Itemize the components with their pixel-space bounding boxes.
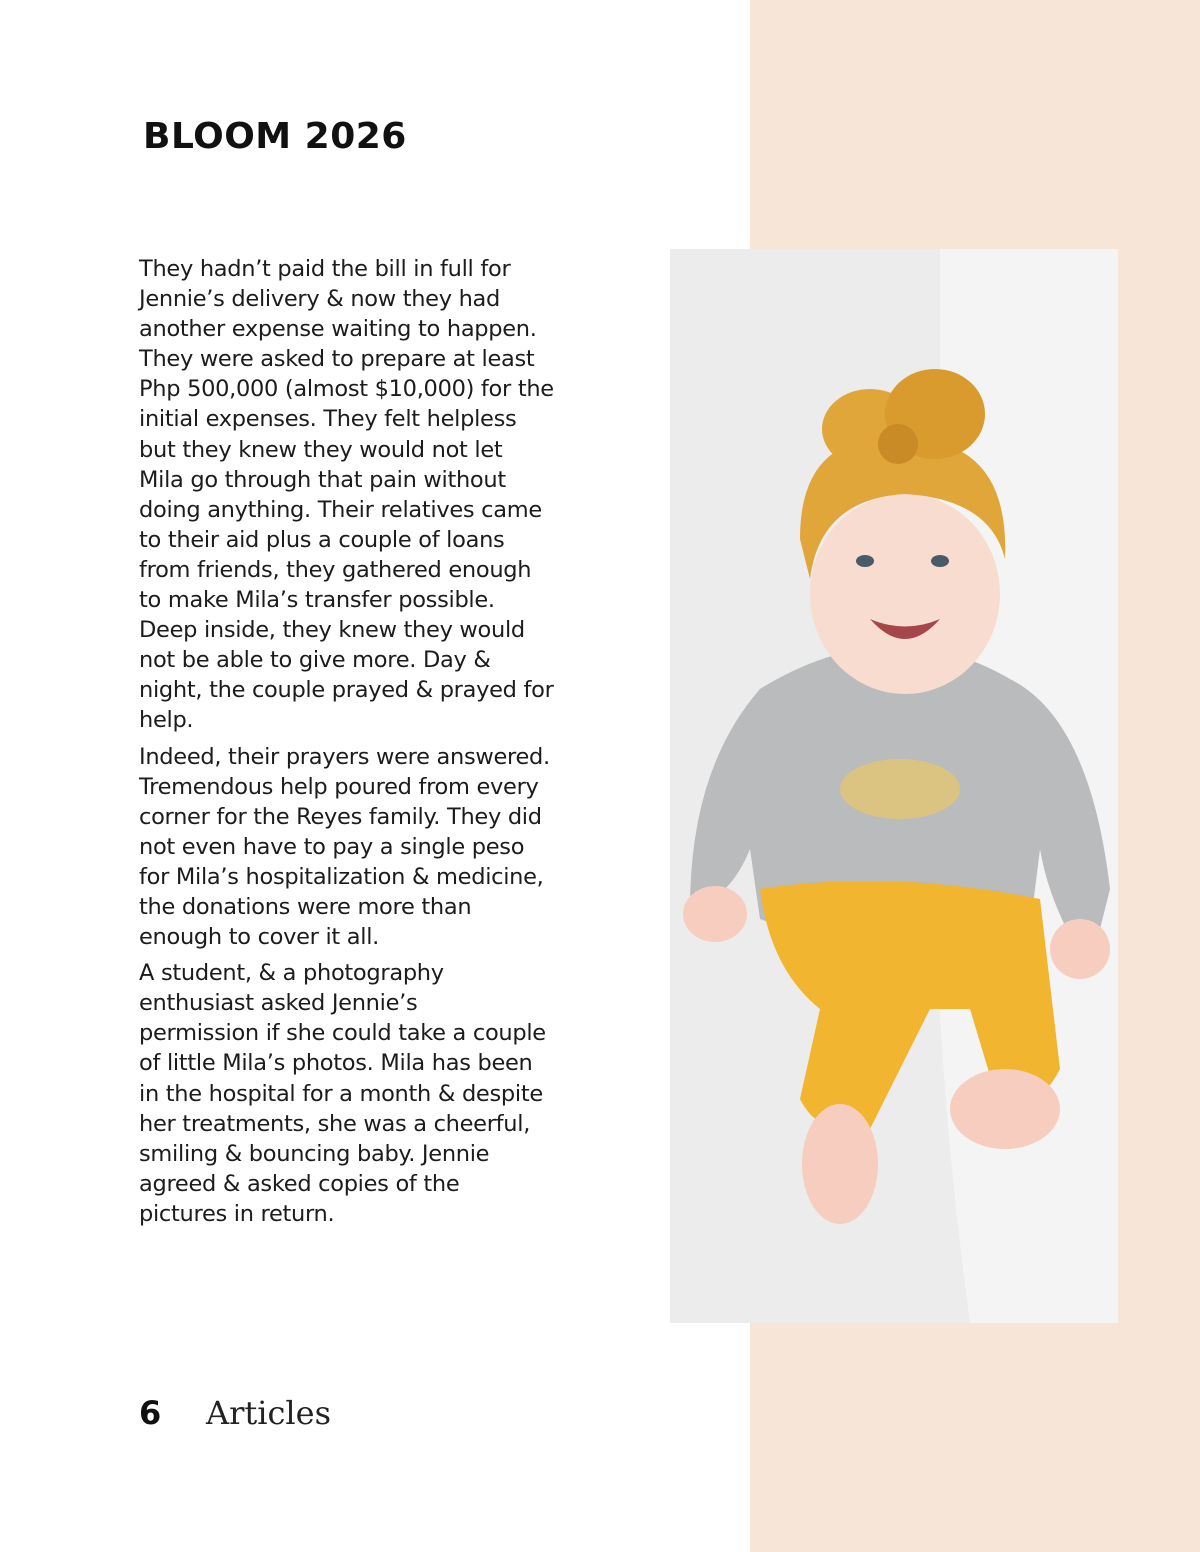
text-line: Php 500,000 (almost $10,000) for the <box>139 376 554 403</box>
text-line: enough to cover it all. <box>139 924 380 951</box>
text-line: corner for the Reyes family. They did <box>139 803 542 830</box>
text-line: pictures in return. <box>139 1200 335 1227</box>
text-line: for Mila’s hospitalization & medicine, <box>139 863 544 890</box>
text-line: agreed & asked copies of the <box>139 1170 460 1197</box>
paragraph-1 <box>139 254 619 736</box>
text-line: night, the couple prayed & prayed for <box>139 677 554 704</box>
paragraph-3 <box>139 958 619 1229</box>
text-line: permission if she could take a couple <box>139 1020 546 1047</box>
text-line: not even have to pay a single peso <box>139 833 525 860</box>
text-line: not be able to give more. Day & <box>139 647 491 674</box>
text-line: Tremendous help poured from every <box>139 773 539 800</box>
text-line: in the hospital for a month & despite <box>139 1080 543 1107</box>
text-line: Deep inside, they knew they would <box>139 617 525 644</box>
paragraph-2 <box>139 742 619 953</box>
text-line: of little Mila’s photos. Mila has been <box>139 1050 533 1077</box>
text-line: Mila go through that pain without <box>139 466 506 493</box>
text-line: help. <box>139 707 194 734</box>
text-line: but they knew they would not let <box>139 436 503 463</box>
text-line: from friends, they gathered enough <box>139 556 532 583</box>
text-line: Indeed, their prayers were answered. <box>139 743 550 770</box>
baby-photo <box>670 249 1118 1323</box>
text-line: doing anything. Their relatives came <box>139 496 542 523</box>
text-line: A student, & a photography <box>139 960 444 987</box>
article-body <box>139 254 619 1235</box>
text-line: Jennie’s delivery & now they had <box>139 286 501 313</box>
text-line: another expense waiting to happen. <box>139 316 537 343</box>
page-title: BLOOM 2026 <box>143 116 407 157</box>
text-line: They were asked to prepare at least <box>139 346 535 373</box>
text-line: the donations were more than <box>139 893 472 920</box>
text-line: enthusiast asked Jennie’s <box>139 990 418 1017</box>
text-line: to their aid plus a couple of loans <box>139 526 505 553</box>
text-line: initial expenses. They felt helpless <box>139 406 517 433</box>
text-line: smiling & bouncing baby. Jennie <box>139 1140 490 1167</box>
text-line: to make Mila’s transfer possible. <box>139 587 495 614</box>
text-line: her treatments, she was a cheerful, <box>139 1110 531 1137</box>
page-number: 6 <box>139 1394 162 1432</box>
section-name: Articles <box>206 1394 332 1432</box>
text-line: They hadn’t paid the bill in full for <box>139 256 511 282</box>
